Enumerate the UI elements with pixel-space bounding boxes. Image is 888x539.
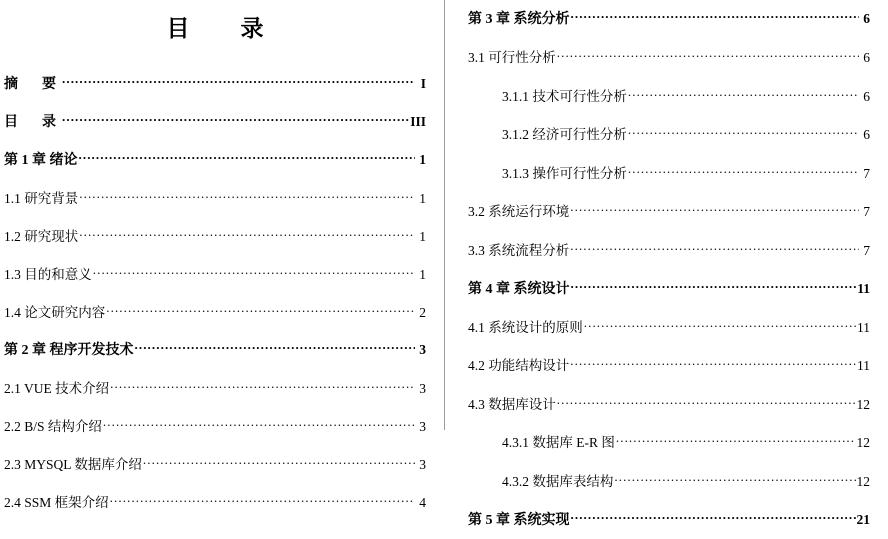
toc-entry[interactable] [468,308,870,347]
toc-entry-page: 11 [857,281,870,297]
toc-entry-label: 第 5 章 系统实现 [468,513,570,530]
toc-leader-dots [79,227,415,241]
toc-entry-page: 12 [857,435,871,451]
toc-entry-page: 6 [860,50,870,66]
toc-entry-label: 3.3 系统流程分析 [468,243,569,259]
toc-entry[interactable] [468,77,870,116]
toc-entry[interactable] [468,0,870,39]
toc-leader-dots [570,241,859,255]
toc-entry-page: 1 [416,267,426,283]
toc-leader-dots [628,164,859,178]
toc-entry[interactable] [4,445,426,483]
toc-leader-dots [62,74,415,88]
toc-entry-page: III [410,114,426,130]
toc-entry-label: 第 2 章 程序开发技术 [4,343,134,360]
toc-entry[interactable] [468,501,870,539]
toc-entry-page: 6 [860,11,870,27]
toc-entry[interactable] [468,39,870,78]
toc-entry-page: 1 [416,191,426,207]
toc-leader-dots [557,49,859,63]
toc-right-entries [468,0,870,539]
toc-entry-label: 1.2 研究现状 [4,229,78,245]
toc-entry[interactable] [4,103,426,141]
toc-leader-dots [106,303,415,317]
toc-entry-page: 7 [860,243,870,259]
toc-entry[interactable] [4,483,426,521]
toc-entry-page: I [416,76,426,92]
toc-entry[interactable] [468,154,870,193]
toc-leader-dots [570,203,859,217]
toc-entry-label: 3.2 系统运行环境 [468,204,569,220]
toc-left-column [0,0,444,430]
toc-entry-label: 3.1.3 操作可行性分析 [502,166,627,182]
toc-entry[interactable] [4,369,426,407]
toc-entry[interactable] [468,116,870,155]
toc-entry-page: 12 [857,397,871,413]
toc-entry-label: 4.3.1 数据库 E-R 图 [502,435,615,451]
toc-leader-dots [571,279,857,293]
toc-entry-page: 11 [857,320,870,336]
toc-right-column [444,0,888,430]
toc-entry[interactable] [468,347,870,386]
toc-leader-dots [135,340,416,354]
toc-entry[interactable] [4,331,426,369]
toc-entry[interactable] [468,385,870,424]
toc-entry-label: 4.2 功能结构设计 [468,358,569,374]
toc-entry-label: 1.4 论文研究内容 [4,305,105,321]
toc-entry-page: 1 [416,229,426,245]
toc-entry-label: 2.4 SSM 框架介绍 [4,495,109,511]
toc-entry-label: 4.3.2 数据库表结构 [502,474,613,490]
toc-entry-label: 目 录 [4,115,61,132]
toc-leader-dots [628,126,859,140]
toc-entry-page: 4 [416,495,426,511]
toc-entry-label: 2.3 MYSQL 数据库介绍 [4,457,142,473]
toc-leader-dots [79,150,416,164]
toc-entry[interactable] [4,217,426,255]
toc-entry-label: 1.1 研究背景 [4,191,78,207]
toc-leader-dots [571,9,860,23]
toc-entry-page: 12 [857,474,871,490]
toc-leader-dots [616,434,856,448]
toc-leader-dots [628,87,859,101]
toc-entry-page: 3 [416,457,426,473]
toc-entry-label: 1.3 目的和意义 [4,267,92,283]
toc-entry-page: 21 [857,512,871,528]
toc-leader-dots [79,189,415,203]
toc-entry-page: 3 [416,342,426,358]
toc-entry-page: 6 [860,127,870,143]
toc-entry-label: 2.1 VUE 技术介绍 [4,381,109,397]
toc-entry-label: 第 4 章 系统设计 [468,282,570,299]
toc-entry-page: 3 [416,419,426,435]
toc-leader-dots [110,493,415,507]
toc-entry[interactable] [4,179,426,217]
toc-left-entries [4,65,426,521]
toc-entry-page: 1 [416,152,426,168]
toc-leader-dots [103,417,415,431]
toc-entry-label: 4.1 系统设计的原则 [468,320,583,336]
toc-entry[interactable] [468,270,870,309]
toc-leader-dots [557,395,856,409]
toc-entry-label: 3.1.2 经济可行性分析 [502,127,627,143]
toc-leader-dots [584,318,856,332]
toc-entry-page: 3 [416,381,426,397]
toc-entry[interactable] [468,424,870,463]
toc-entry[interactable] [468,193,870,232]
toc-entry[interactable] [468,462,870,501]
toc-leader-dots [143,455,415,469]
toc-entry-label: 3.1 可行性分析 [468,50,556,66]
toc-entry-label: 4.3 数据库设计 [468,397,556,413]
toc-entry[interactable] [4,407,426,445]
toc-entry[interactable] [468,231,870,270]
toc-entry-label: 3.1.1 技术可行性分析 [502,89,627,105]
toc-leader-dots [110,379,415,393]
toc-entry-page: 7 [860,204,870,220]
toc-entry[interactable] [4,255,426,293]
toc-entry-page: 7 [860,166,870,182]
toc-entry-label: 摘 要 [4,77,61,94]
toc-entry[interactable] [4,65,426,103]
page-title: 目 录 [4,0,426,43]
toc-entry-label: 2.2 B/S 结构介绍 [4,419,102,435]
toc-leader-dots [62,112,409,126]
toc-entry-page: 6 [860,89,870,105]
toc-entry[interactable] [4,141,426,179]
toc-entry-label: 第 3 章 系统分析 [468,12,570,29]
toc-entry[interactable] [4,293,426,331]
toc-entry-page: 2 [416,305,426,321]
toc-leader-dots [93,265,415,279]
toc-entry-label: 第 1 章 绪论 [4,153,78,170]
toc-leader-dots [571,510,856,524]
toc-leader-dots [570,357,856,371]
toc-leader-dots [614,472,855,486]
toc-entry-page: 11 [857,358,870,374]
